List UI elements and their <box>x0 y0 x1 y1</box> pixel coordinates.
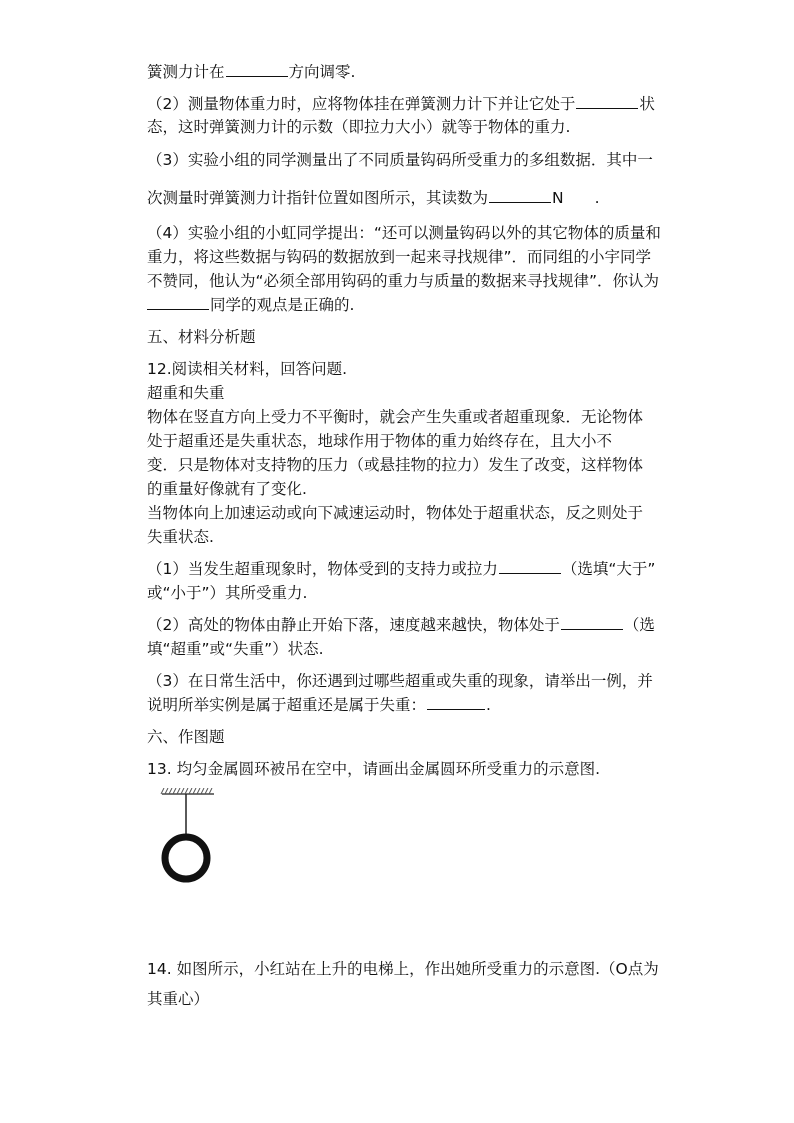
q14-line1: 14. 如图所示，小红站在上升的电梯上，作出她所受重力的示意图.（O点为 <box>147 960 659 978</box>
ceiling-support <box>161 788 214 794</box>
answer-blank[interactable] <box>226 61 288 77</box>
q11-p4-line3: 不赞同，他认为“必须全部用钩码的重力与质量的数据来寻找规律”．你认为 <box>147 272 660 290</box>
material-para1-l1: 物体在竖直方向上受力不平衡时，就会产生失重或者超重现象．无论物体 <box>147 408 644 426</box>
q14-line2: 其重心） <box>147 990 210 1008</box>
answer-blank[interactable] <box>499 558 561 574</box>
material-para2-l1: 当物体向上加速运动或向下减速运动时，物体处于超重状态，反之则处于 <box>147 504 644 522</box>
material-para1-l3: 变．只是物体对支持物的压力（或悬挂物的拉力）发生了改变，这样物体 <box>147 456 644 474</box>
q12-2-line1: （2）高处的物体由静止开始下落，速度越来越快，物体处于 （选 <box>147 616 655 634</box>
q11-p4-line1: （4）实验小组的小虹同学提出：“还可以测量钩码以外的其它物体的质量和 <box>147 224 661 242</box>
q12-1-line1: （1）当发生超重现象时，物体受到的支持力或拉力 （选填“大于” <box>147 560 656 578</box>
q12-3-line2: 说明所举实例是属于超重还是属于失重： . <box>147 696 491 714</box>
q11-p3-line2: 次测量时弹簧测力计指针位置如图所示，其读数为 N . <box>147 189 600 207</box>
hanging-ring-figure[interactable] <box>158 788 218 888</box>
q12-2-line2: 填“超重”或“失重”）状态. <box>147 640 324 658</box>
q11-p2-line1: （2）测量物体重力时，应将物体挂在弹簧测力计下并让它处于 状 <box>147 95 655 113</box>
q12-3-line1: （3）在日常生活中，你还遇到过哪些超重或失重的现象，请举出一例，并 <box>147 672 653 690</box>
q11-p4-line4: 同学的观点是正确的. <box>147 294 354 316</box>
answer-blank[interactable] <box>576 93 638 109</box>
q12-1-line2: 或“小于”）其所受重力. <box>147 584 308 602</box>
answer-blank[interactable] <box>489 187 551 203</box>
material-para1-l2: 处于超重还是失重状态，地球作用于物体的重力始终存在，且大小不 <box>147 432 613 450</box>
answer-blank[interactable] <box>561 614 623 630</box>
answer-blank[interactable] <box>147 294 209 310</box>
material-para2-l2: 失重状态. <box>147 528 214 546</box>
q11-p4-line2: 重力，将这些数据与钩码的数据放到一起来寻找规律”．而同组的小宇同学 <box>147 248 652 266</box>
material-title: 超重和失重 <box>147 384 225 402</box>
q11-p3-line1: （3）实验小组的同学测量出了不同质量钩码所受重力的多组数据．其中一 <box>147 151 653 169</box>
section5-heading: 五、材料分析题 <box>147 328 256 346</box>
answer-blank[interactable] <box>427 694 485 710</box>
q11-p2-line2: 态，这时弹簧测力计的示数（即拉力大小）就等于物体的重力. <box>147 118 571 136</box>
q11-line1: 簧测力计在 方向调零. <box>147 63 356 81</box>
section6-heading: 六、作图题 <box>147 728 225 746</box>
metal-ring <box>165 837 207 879</box>
q13-text: 13. 均匀金属圆环被吊在空中，请画出金属圆环所受重力的示意图. <box>147 760 601 778</box>
material-para1-l4: 的重量好像就有了变化. <box>147 480 307 498</box>
q12-intro: 12.阅读相关材料，回答问题. <box>147 360 348 378</box>
